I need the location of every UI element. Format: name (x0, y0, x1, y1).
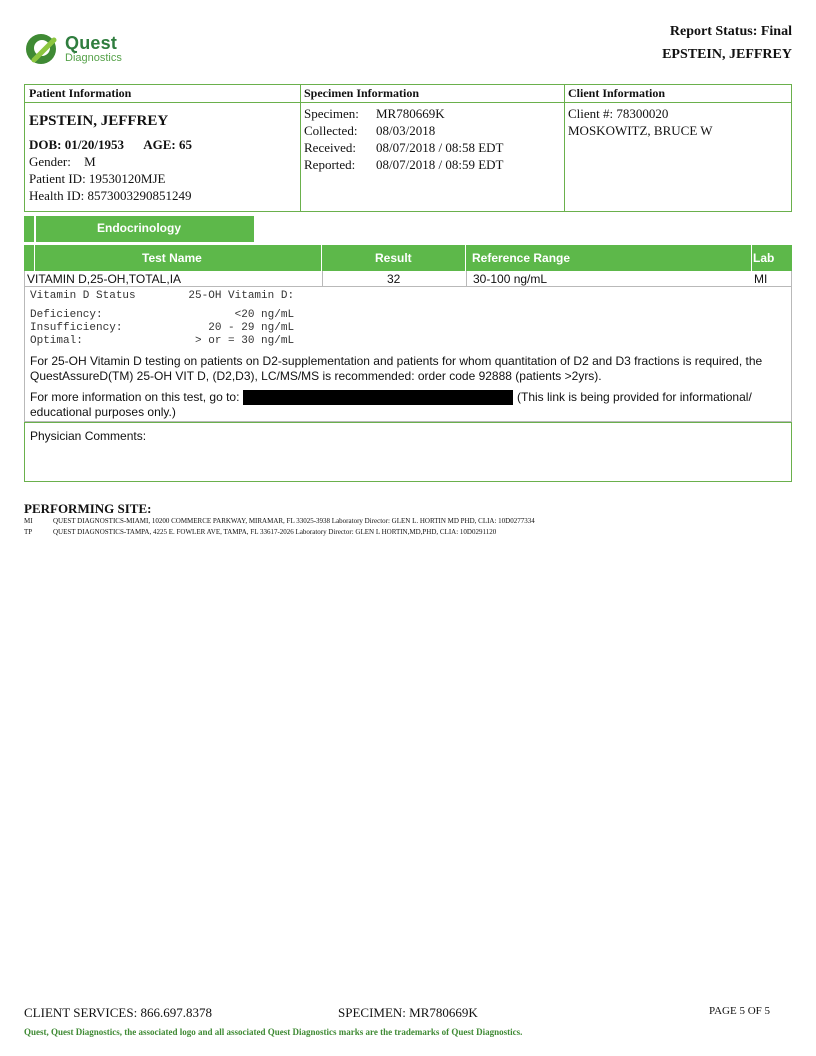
specimen-info-column (300, 85, 565, 211)
col-reference-range: Reference Range (472, 251, 571, 265)
result-value: 32 (387, 272, 401, 286)
health-id: Health ID: 8573003290851249 (29, 188, 192, 203)
gender-value: M (84, 154, 96, 169)
specimen-row (300, 105, 564, 122)
patient-info-heading: Patient Information (25, 85, 300, 103)
interp-line-optimal: Optimal: > or = 30 ng/mL (30, 335, 295, 347)
result-lab: MI (754, 272, 768, 286)
more-info-cont: educational purposes only.) (30, 405, 176, 419)
specimen-row (300, 139, 564, 156)
redaction-bar (243, 390, 513, 405)
interp-line-insufficiency: Insufficiency: 20 - 29 ng/mL (30, 322, 295, 334)
reported-label: Reported: (304, 157, 356, 172)
footer-trademark: Quest, Quest Diagnostics, the associated logo and all associated Quest Diagnostics marks are the trademarks of Quest Diagnostics. (24, 1027, 523, 1037)
result-test-name: VITAMIN D,25-OH,TOTAL,IA (27, 272, 182, 286)
col-test-name: Test Name (142, 251, 202, 265)
specimen-label: Specimen: (304, 106, 359, 121)
logo-brand-bottom: Diagnostics (65, 52, 122, 64)
section-tab-endocrinology (24, 216, 254, 242)
site-text: QUEST DIAGNOSTICS-TAMPA, 4225 E. FOWLER AVE, TAMPA, FL 33617-2026 Laboratory Director: GLEN L HORTIN,MD,PHD, CLIA: 10D0291120 (53, 528, 497, 536)
performing-site-title: PERFORMING SITE: (24, 501, 152, 516)
col-result: Result (375, 251, 412, 265)
received-value: 08/07/2018 / 08:58 EDT (376, 140, 504, 155)
logo-brand-top: Quest (65, 33, 118, 53)
reported-value: 08/07/2018 / 08:59 EDT (376, 157, 504, 172)
quest-logo (24, 30, 144, 70)
specimen-row (300, 156, 564, 173)
physician-comments-label: Physician Comments: (30, 429, 147, 443)
collected-value: 08/03/2018 (376, 123, 436, 138)
quest-q-icon (24, 32, 58, 66)
more-info-suffix: (This link is being provided for informational/ (517, 390, 752, 404)
client-number: Client #: 78300020 (568, 106, 669, 121)
patient-name: EPSTEIN, JEFFREY (29, 113, 169, 129)
results-header (24, 245, 792, 271)
interp-line-status: Vitamin D Status 25-OH Vitamin D: (30, 290, 295, 302)
col-lab: Lab (753, 251, 775, 265)
patient-gender (25, 153, 300, 170)
specimen-row (300, 122, 564, 139)
gender-label: Gender: (29, 154, 71, 169)
patient-age: AGE: 65 (143, 137, 192, 152)
specimen-value: MR780669K (376, 106, 445, 121)
performing-site-list (24, 517, 784, 539)
table-row (24, 271, 792, 287)
physician-comments-box (24, 422, 792, 482)
collected-label: Collected: (304, 123, 358, 138)
interp-note-d2: For 25-OH Vitamin D testing on patients on D2-supplementation and patients for whom quantitation of D2 and D3 fractions is required, the QuestAssureD(TM) 25-OH VIT D, (D2,D3), LC/MS/MS is recommended: order code 92888 (patients >2yrs). (30, 354, 763, 383)
patient-dob-age (25, 136, 300, 153)
specimen-info-heading: Specimen Information (300, 85, 564, 103)
site-text: QUEST DIAGNOSTICS-MIAMI, 10200 COMMERCE PARKWAY, MIRAMAR, FL 33025-3938 Laboratory Director: GLEN L. HORTIN MD PHD, CLIA: 10D0277334 (53, 517, 535, 525)
footer-page-number: PAGE 5 OF 5 (709, 1005, 771, 1017)
footer-specimen: SPECIMEN: MR780669K (338, 1005, 478, 1020)
footer-client-services: CLIENT SERVICES: 866.697.8378 (24, 1005, 212, 1020)
more-info-prefix: For more information on this test, go to: (30, 390, 240, 404)
interpretation-box (24, 287, 792, 422)
client-info-heading: Client Information (564, 85, 791, 103)
site-code: MI (24, 517, 33, 525)
section-label: Endocrinology (97, 221, 181, 235)
patient-info-column (25, 85, 301, 211)
site-code: TP (24, 528, 33, 536)
patient-id: Patient ID: 19530120MJE (29, 171, 166, 186)
result-reference-range: 30-100 ng/mL (473, 272, 548, 286)
client-physician: MOSKOWITZ, BRUCE W (568, 123, 713, 138)
info-table (24, 84, 792, 212)
client-info-column (564, 85, 791, 211)
report-status: Report Status: Final (669, 24, 792, 39)
patient-dob: DOB: 01/20/1953 (29, 137, 124, 152)
received-label: Received: (304, 140, 356, 155)
interp-line-deficiency: Deficiency: <20 ng/mL (30, 309, 295, 321)
header-patient-name: EPSTEIN, JEFFREY (662, 47, 792, 62)
